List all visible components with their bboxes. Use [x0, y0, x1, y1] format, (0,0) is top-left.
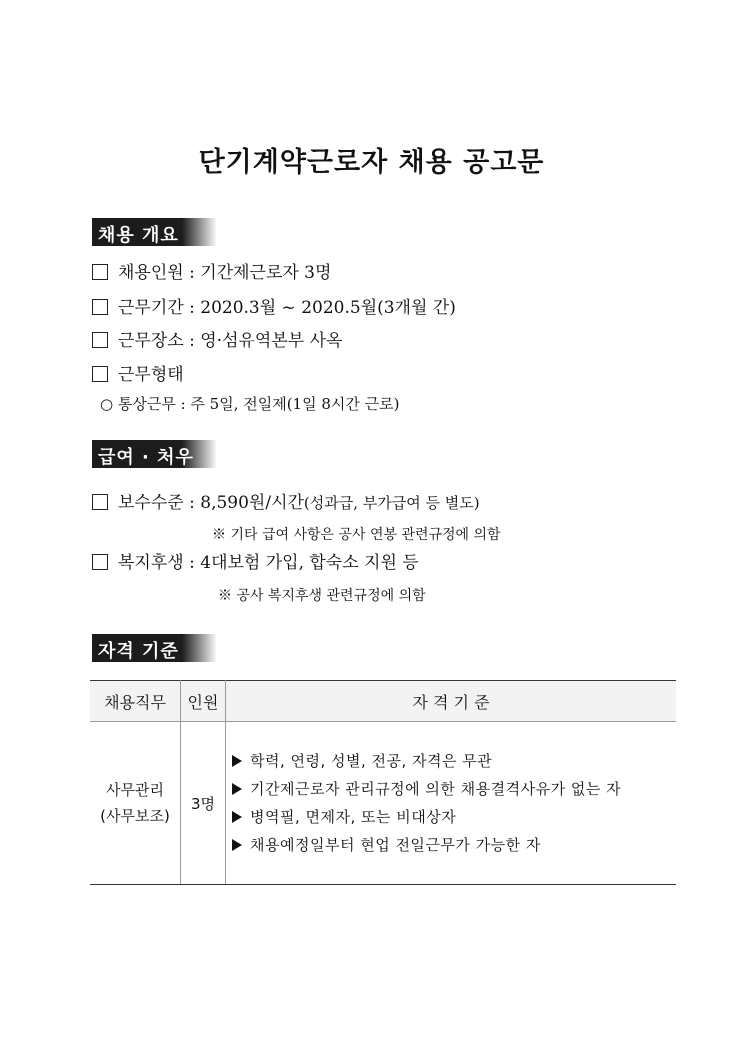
item-work-type: 근무형태 — [92, 364, 184, 386]
criteria-item: 학력, 연령, 성별, 전공, 자격은 무관 — [232, 747, 675, 775]
section-heading-qualification — [92, 634, 217, 662]
section-heading-label: 채용 개요 — [98, 225, 179, 246]
criteria-item: 채용예정일부터 현업 전일근무가 가능한 자 — [232, 831, 675, 859]
header-count: 인원 — [181, 681, 226, 722]
item-welfare: 복지후생 : 4대보험 가입, 합숙소 지원 등 — [92, 552, 419, 574]
cell-criteria — [226, 722, 677, 885]
item-headcount: 채용인원 : 기간제근로자 3명 — [92, 262, 331, 284]
triangle-bullet-icon — [232, 839, 242, 851]
item-period: 근무기간 : 2020.3월 ~ 2020.5월(3개월 간) — [92, 297, 456, 319]
triangle-bullet-icon — [232, 811, 242, 823]
section-heading-overview — [92, 218, 217, 246]
checkbox-icon — [92, 366, 108, 382]
checkbox-icon — [92, 264, 108, 280]
section-heading-pay — [92, 440, 217, 468]
page-title: 단기계약근로자 채용 공고문 — [198, 147, 545, 178]
pay-note: ※ 기타 급여 사항은 공사 연봉 관련규정에 의함 — [212, 527, 501, 543]
cell-count: 3명 — [181, 722, 226, 885]
table-row — [90, 722, 676, 885]
checkbox-icon — [92, 332, 108, 348]
criteria-item: 병역필, 면제자, 또는 비대상자 — [232, 803, 675, 831]
work-type-detail: ○ 통상근무 : 주 5일, 전일제(1일 8시간 근로) — [100, 395, 400, 413]
section-heading-label: 자격 기준 — [98, 641, 179, 662]
header-criteria: 자 격 기 준 — [226, 681, 677, 722]
checkbox-icon — [92, 554, 108, 570]
header-job: 채용직무 — [90, 681, 181, 722]
welfare-note: ※ 공사 복지후생 관련규정에 의함 — [218, 588, 426, 604]
item-location: 근무장소 : 영·섬유역본부 사옥 — [92, 330, 342, 352]
cell-job: 사무관리 (사무보조) — [90, 722, 181, 885]
section-heading-label: 급여 · 처우 — [98, 447, 194, 468]
table-header-row — [90, 681, 676, 722]
checkbox-icon — [92, 299, 108, 315]
triangle-bullet-icon — [232, 783, 242, 795]
item-pay-level: 보수수준 : 8,590원/시간(성과급, 부가급여 등 별도) — [92, 492, 480, 514]
criteria-item: 기간제근로자 관리규정에 의한 채용결격사유가 없는 자 — [232, 775, 675, 803]
checkbox-icon — [92, 494, 108, 510]
triangle-bullet-icon — [232, 755, 242, 767]
qualification-table — [90, 680, 676, 885]
